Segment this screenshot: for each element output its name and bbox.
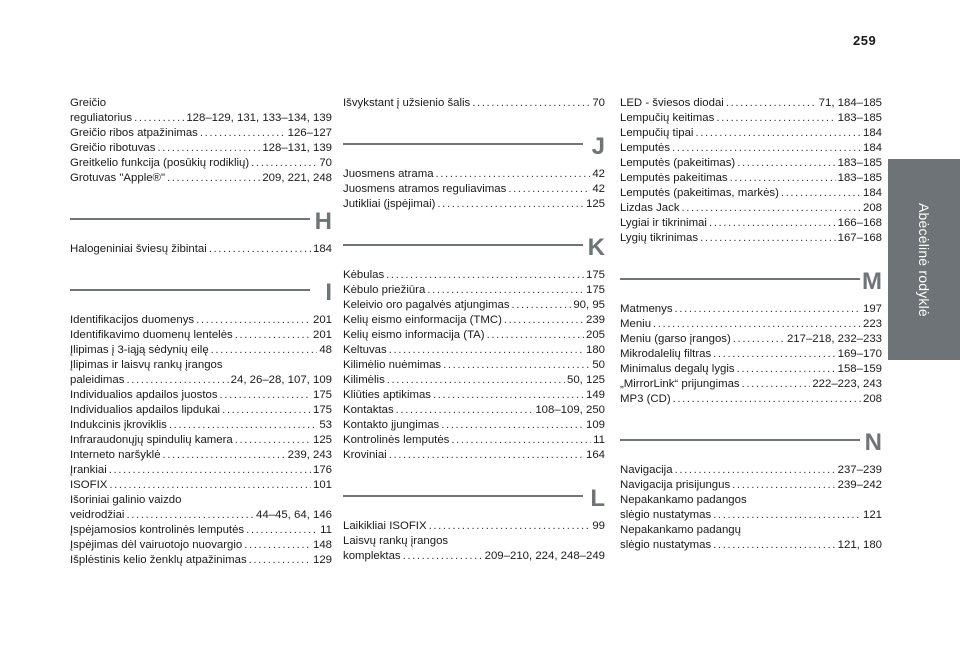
dot-leader <box>653 317 861 332</box>
index-term-line: Išoriniai galinio vaizdo <box>70 494 182 506</box>
page-reference: 128–131, 139 <box>262 142 332 154</box>
index-term-line: Greičio <box>70 97 107 109</box>
page-reference: 24, 26–28, 107, 109 <box>230 374 332 386</box>
index-term: Kliūties aptikimas <box>343 389 431 401</box>
page-reference: 90, 95 <box>573 299 605 311</box>
page-reference: 208 <box>862 393 882 405</box>
dot-leader <box>222 403 311 418</box>
index-entry <box>343 549 605 564</box>
index-term: Įrankiai <box>70 464 107 476</box>
index-entry <box>70 463 332 478</box>
index-entry <box>620 463 882 478</box>
index-entry <box>70 433 332 448</box>
index-term: Halogeniniai šviesų žibintai <box>70 243 207 255</box>
index-entry <box>620 201 882 216</box>
page-reference: 48 <box>319 344 332 356</box>
page-reference: 164 <box>585 449 605 461</box>
page-reference: 158–159 <box>837 363 882 375</box>
page-reference: 125 <box>312 434 332 446</box>
page-reference: 109 <box>585 419 605 431</box>
dot-leader <box>713 508 861 523</box>
index-term-line: Nepakankamo padangos <box>620 494 747 506</box>
page-reference: 175 <box>585 269 605 281</box>
index-entry <box>70 538 332 553</box>
index-term: Meniu <box>620 318 652 330</box>
dot-leader <box>251 156 317 171</box>
index-entry <box>620 111 882 126</box>
dot-leader <box>733 332 785 347</box>
index-term: Mikrodalelių filtras <box>620 348 712 360</box>
index-term: Laikikliai ISOFIX <box>343 520 427 532</box>
index-term: Lemputės (pakeitimas) <box>620 157 736 169</box>
index-term-line: Laisvų rankų įrangos <box>343 535 449 547</box>
page-reference: 128–129, 131, 133–134, 139 <box>186 112 332 124</box>
index-entry <box>620 141 882 156</box>
index-entry <box>70 448 332 463</box>
section-heading <box>343 232 605 262</box>
dot-leader <box>196 313 311 328</box>
index-term: Lempučių keitimas <box>620 112 715 124</box>
index-entry <box>620 377 882 392</box>
page-reference: 121, 180 <box>837 539 882 551</box>
index-entry <box>343 343 605 358</box>
page-reference: 108–109, 250 <box>535 404 605 416</box>
index-term: Lempučių tipai <box>620 127 694 139</box>
section-divider <box>343 143 583 145</box>
page-reference: 237–239 <box>837 464 882 476</box>
index-term: „MirrorLink“ prijungimas <box>620 378 740 390</box>
index-term: Minimalus degalų lygis <box>620 363 735 375</box>
page-reference: 184 <box>862 187 882 199</box>
index-term: Navigacija <box>620 464 673 476</box>
page-reference: 148 <box>312 539 332 551</box>
index-term: Kontakto įjungimas <box>343 419 440 431</box>
dot-leader <box>403 549 483 564</box>
index-entry <box>620 538 882 553</box>
index-entry <box>343 519 605 534</box>
page-reference: 175 <box>312 404 332 416</box>
index-entry <box>70 418 332 433</box>
page-reference: 239 <box>585 314 605 326</box>
index-term: slėgio nustatymas <box>620 509 712 521</box>
index-term: Infraraudonųjų spindulių kamera <box>70 434 233 446</box>
section-heading <box>70 206 332 236</box>
index-column-3 <box>620 96 882 553</box>
page-reference: 126–127 <box>287 127 332 139</box>
section-letter: I <box>325 279 332 306</box>
index-term: Juosmens atramos reguliavimas <box>343 183 507 195</box>
index-entry <box>70 171 332 186</box>
page-reference: 175 <box>312 389 332 401</box>
section-divider <box>343 244 583 246</box>
index-entry <box>343 448 605 463</box>
index-term: Matmenys <box>620 303 673 315</box>
section-letter: J <box>591 133 605 160</box>
index-term: Kontrolinės lemputės <box>343 434 450 446</box>
index-term: Keleivio oro pagalvės atjungimas <box>343 299 510 311</box>
side-tab-label: Abėcėlinė rodyklė <box>916 203 932 317</box>
index-term: komplektas <box>343 550 401 562</box>
page-reference: 239–242 <box>837 479 882 491</box>
index-term: reguliatorius <box>70 112 133 124</box>
page-reference: 208 <box>862 202 882 214</box>
index-entry <box>70 126 332 141</box>
section-letter: H <box>314 208 332 235</box>
index-entry <box>70 328 332 343</box>
page-reference: 11 <box>320 524 332 536</box>
index-entry <box>343 298 605 313</box>
dot-leader <box>167 171 260 186</box>
index-term: Individualios apdailos juostos <box>70 389 218 401</box>
index-entry <box>620 302 882 317</box>
dot-leader <box>389 448 584 463</box>
dot-leader <box>672 141 861 156</box>
index-entry <box>70 508 332 523</box>
dot-leader <box>451 433 591 448</box>
index-entry <box>343 197 605 212</box>
page-reference: 239, 243 <box>287 449 332 461</box>
index-entry <box>343 182 605 197</box>
page-reference: 169–170 <box>837 348 882 360</box>
dot-leader <box>700 231 836 246</box>
index-entry <box>620 216 882 231</box>
dot-leader <box>673 392 861 407</box>
index-term: Įspėjamosios kontrolinės lemputės <box>70 524 245 536</box>
index-entry <box>70 343 332 358</box>
index-entry <box>343 313 605 328</box>
index-entry <box>620 508 882 523</box>
index-entry <box>70 111 332 126</box>
page-reference: 217–218, 232–233 <box>786 333 882 345</box>
index-term: Kilimėlio nuėmimas <box>343 359 442 371</box>
index-term: Grotuvas "Apple®" <box>70 172 165 184</box>
page-reference: 121 <box>862 509 882 521</box>
index-term: Identifikacijos duomenys <box>70 314 195 326</box>
page-reference: 99 <box>592 520 605 532</box>
index-column-2 <box>343 96 605 564</box>
index-term: Interneto naršyklė <box>70 449 161 461</box>
index-entry <box>70 141 332 156</box>
page-reference: 180 <box>585 344 605 356</box>
section-divider <box>343 495 583 497</box>
index-entry <box>620 347 882 362</box>
page-reference: 209, 221, 248 <box>262 172 332 184</box>
section-divider <box>70 218 310 220</box>
index-term: Išvykstant į užsienio šalis <box>343 97 471 109</box>
index-entry <box>343 328 605 343</box>
page-reference: 11 <box>593 434 605 446</box>
dot-leader <box>737 156 835 171</box>
index-entry <box>70 553 332 568</box>
section-heading <box>343 131 605 161</box>
page-reference: 222–223, 243 <box>812 378 882 390</box>
dot-leader <box>235 328 311 343</box>
index-entry <box>70 242 332 257</box>
page-reference: 42 <box>592 183 605 195</box>
dot-leader <box>512 298 572 313</box>
page-reference: 183–185 <box>837 172 882 184</box>
dot-leader <box>742 377 811 392</box>
index-term: Kėbulo priežiūra <box>343 284 426 296</box>
index-entry <box>343 167 605 182</box>
dot-leader <box>246 523 318 538</box>
dot-leader <box>443 358 590 373</box>
dot-leader <box>427 283 584 298</box>
index-entry <box>343 358 605 373</box>
dot-leader <box>244 538 311 553</box>
index-entry <box>343 96 605 111</box>
page-reference: 183–185 <box>837 157 882 169</box>
page-reference: 149 <box>585 389 605 401</box>
index-entry <box>620 156 882 171</box>
index-term: veidrodžiai <box>70 509 125 521</box>
page-reference: 223 <box>862 318 882 330</box>
section-heading <box>343 483 605 513</box>
page-reference: 184 <box>862 142 882 154</box>
page-reference: 205 <box>585 329 605 341</box>
page-reference: 70 <box>319 157 332 169</box>
dot-leader <box>235 433 311 448</box>
section-letter: N <box>864 429 882 456</box>
index-entry <box>620 171 882 186</box>
dot-leader <box>157 141 260 156</box>
index-term: Lemputės <box>620 142 671 154</box>
dot-leader <box>730 171 836 186</box>
dot-leader <box>134 111 184 126</box>
index-entry <box>343 418 605 433</box>
page-reference: 125 <box>585 198 605 210</box>
section-divider <box>620 439 860 441</box>
dot-leader <box>209 242 311 257</box>
page-reference: 50, 125 <box>566 374 605 386</box>
index-term: Greičio ribos atpažinimas <box>70 127 198 139</box>
index-term: Identifikavimo duomenų lentelės <box>70 329 233 341</box>
index-entry <box>70 403 332 418</box>
index-term: Lygių tikrinimas <box>620 232 699 244</box>
dot-leader <box>781 186 861 201</box>
dot-leader <box>163 448 286 463</box>
index-entry <box>70 373 332 388</box>
index-term-line: Įlipimas ir laisvų rankų įrangos <box>70 359 223 371</box>
index-entry <box>343 268 605 283</box>
index-term: Kroviniai <box>343 449 387 461</box>
dot-leader <box>726 96 817 111</box>
dot-leader <box>109 463 311 478</box>
page-reference: 201 <box>312 329 332 341</box>
index-term: Jutikliai (įspėjimai) <box>343 198 436 210</box>
dot-leader <box>389 343 584 358</box>
dot-leader <box>433 388 584 403</box>
index-term: Lemputės pakeitimas <box>620 172 728 184</box>
dot-leader <box>200 126 286 141</box>
page-reference: 50 <box>592 359 605 371</box>
section-heading <box>70 277 332 307</box>
section-letter: M <box>862 268 882 295</box>
index-term: Išplėstinis kelio ženklų atpažinimas <box>70 554 247 566</box>
page-reference: 184 <box>312 243 332 255</box>
index-entry <box>70 156 332 171</box>
dot-leader <box>126 373 228 388</box>
page-reference: 42 <box>592 168 605 180</box>
index-entry <box>620 186 882 201</box>
dot-leader <box>387 373 565 388</box>
dot-leader <box>732 478 835 493</box>
index-entry <box>620 362 882 377</box>
index-term: Kelių eismo einformacija (TMC) <box>343 314 502 326</box>
page-reference: 183–185 <box>837 112 882 124</box>
index-entry <box>620 96 882 111</box>
index-term: Indukcinis įkroviklis <box>70 419 167 431</box>
index-entry <box>343 403 605 418</box>
page-reference: 175 <box>585 284 605 296</box>
section-letter: K <box>587 234 605 261</box>
index-term: LED - šviesos diodai <box>620 97 724 109</box>
section-letter: L <box>590 485 605 512</box>
page-reference: 53 <box>319 419 332 431</box>
page-reference: 176 <box>312 464 332 476</box>
index-term: Juosmens atrama <box>343 168 434 180</box>
index-entry <box>343 283 605 298</box>
index-column-1 <box>70 96 332 568</box>
page-reference: 166–168 <box>837 217 882 229</box>
dot-leader <box>713 347 835 362</box>
dot-leader <box>695 126 861 141</box>
page-reference: 71, 184–185 <box>818 97 882 109</box>
dot-leader <box>396 403 534 418</box>
index-term: Meniu (garso įrangos) <box>620 333 731 345</box>
index-term: Įspėjimas dėl vairuotojo nuovargio <box>70 539 243 551</box>
dot-leader <box>386 268 584 283</box>
dot-leader <box>675 463 836 478</box>
index-term: Lemputės (pakeitimas, markės) <box>620 187 779 199</box>
index-entry <box>620 317 882 332</box>
dot-leader <box>508 182 590 197</box>
index-entry <box>70 388 332 403</box>
index-entry <box>620 231 882 246</box>
index-term: Įlipimas į 3-iąją sėdynių eilę <box>70 344 209 356</box>
dot-leader <box>429 519 591 534</box>
dot-leader <box>716 111 835 126</box>
index-entry <box>620 126 882 141</box>
index-term: Keltuvas <box>343 344 387 356</box>
dot-leader <box>709 216 836 231</box>
index-term: Greitkelio funkcija (posūkių rodiklių) <box>70 157 250 169</box>
index-term-line: Nepakankamo padangų <box>620 524 741 536</box>
index-term: Kėbulas <box>343 269 385 281</box>
page-number: 259 <box>853 33 877 48</box>
dot-leader <box>441 418 584 433</box>
dot-leader <box>713 538 835 553</box>
dot-leader <box>126 508 254 523</box>
dot-leader <box>249 553 311 568</box>
page-reference: 101 <box>312 479 332 491</box>
index-term: Kelių eismo informacija (TA) <box>343 329 485 341</box>
index-entry <box>343 388 605 403</box>
index-term: Greičio ribotuvas <box>70 142 156 154</box>
page-reference: 184 <box>862 127 882 139</box>
section-heading <box>620 266 882 296</box>
page-reference: 201 <box>312 314 332 326</box>
page-reference: 167–168 <box>837 232 882 244</box>
index-entry <box>620 478 882 493</box>
index-entry <box>70 313 332 328</box>
index-entry <box>620 392 882 407</box>
page-reference: 70 <box>592 97 605 109</box>
section-divider <box>620 278 860 280</box>
index-term: MP3 (CD) <box>620 393 671 405</box>
dot-leader <box>504 313 584 328</box>
dot-leader <box>487 328 584 343</box>
index-term: ISOFIX <box>70 479 108 491</box>
index-term: Individualios apdailos lipdukai <box>70 404 221 416</box>
page-reference: 209–210, 224, 248–249 <box>484 550 605 562</box>
dot-leader <box>682 201 861 216</box>
dot-leader <box>109 478 311 493</box>
dot-leader <box>436 167 591 182</box>
page-reference: 129 <box>312 554 332 566</box>
dot-leader <box>169 418 317 433</box>
dot-leader <box>220 388 311 403</box>
section-heading <box>620 427 882 457</box>
index-entry <box>343 373 605 388</box>
section-divider <box>70 289 310 291</box>
page-reference: 197 <box>862 303 882 315</box>
index-entry <box>70 523 332 538</box>
dot-leader <box>472 96 590 111</box>
index-term: Navigacija prisijungus <box>620 479 731 491</box>
dot-leader <box>737 362 836 377</box>
dot-leader <box>437 197 584 212</box>
index-term: Lygiai ir tikrinimai <box>620 217 707 229</box>
index-entry <box>620 332 882 347</box>
index-entry <box>343 433 605 448</box>
index-term: slėgio nustatymas <box>620 539 712 551</box>
index-term: paleidimas <box>70 374 125 386</box>
page-reference: 44–45, 64, 146 <box>255 509 332 521</box>
index-term: Kilimėlis <box>343 374 385 386</box>
index-entry <box>70 478 332 493</box>
dot-leader <box>211 343 318 358</box>
index-term: Lizdas Jack <box>620 202 680 214</box>
dot-leader <box>675 302 861 317</box>
index-term: Kontaktas <box>343 404 394 416</box>
